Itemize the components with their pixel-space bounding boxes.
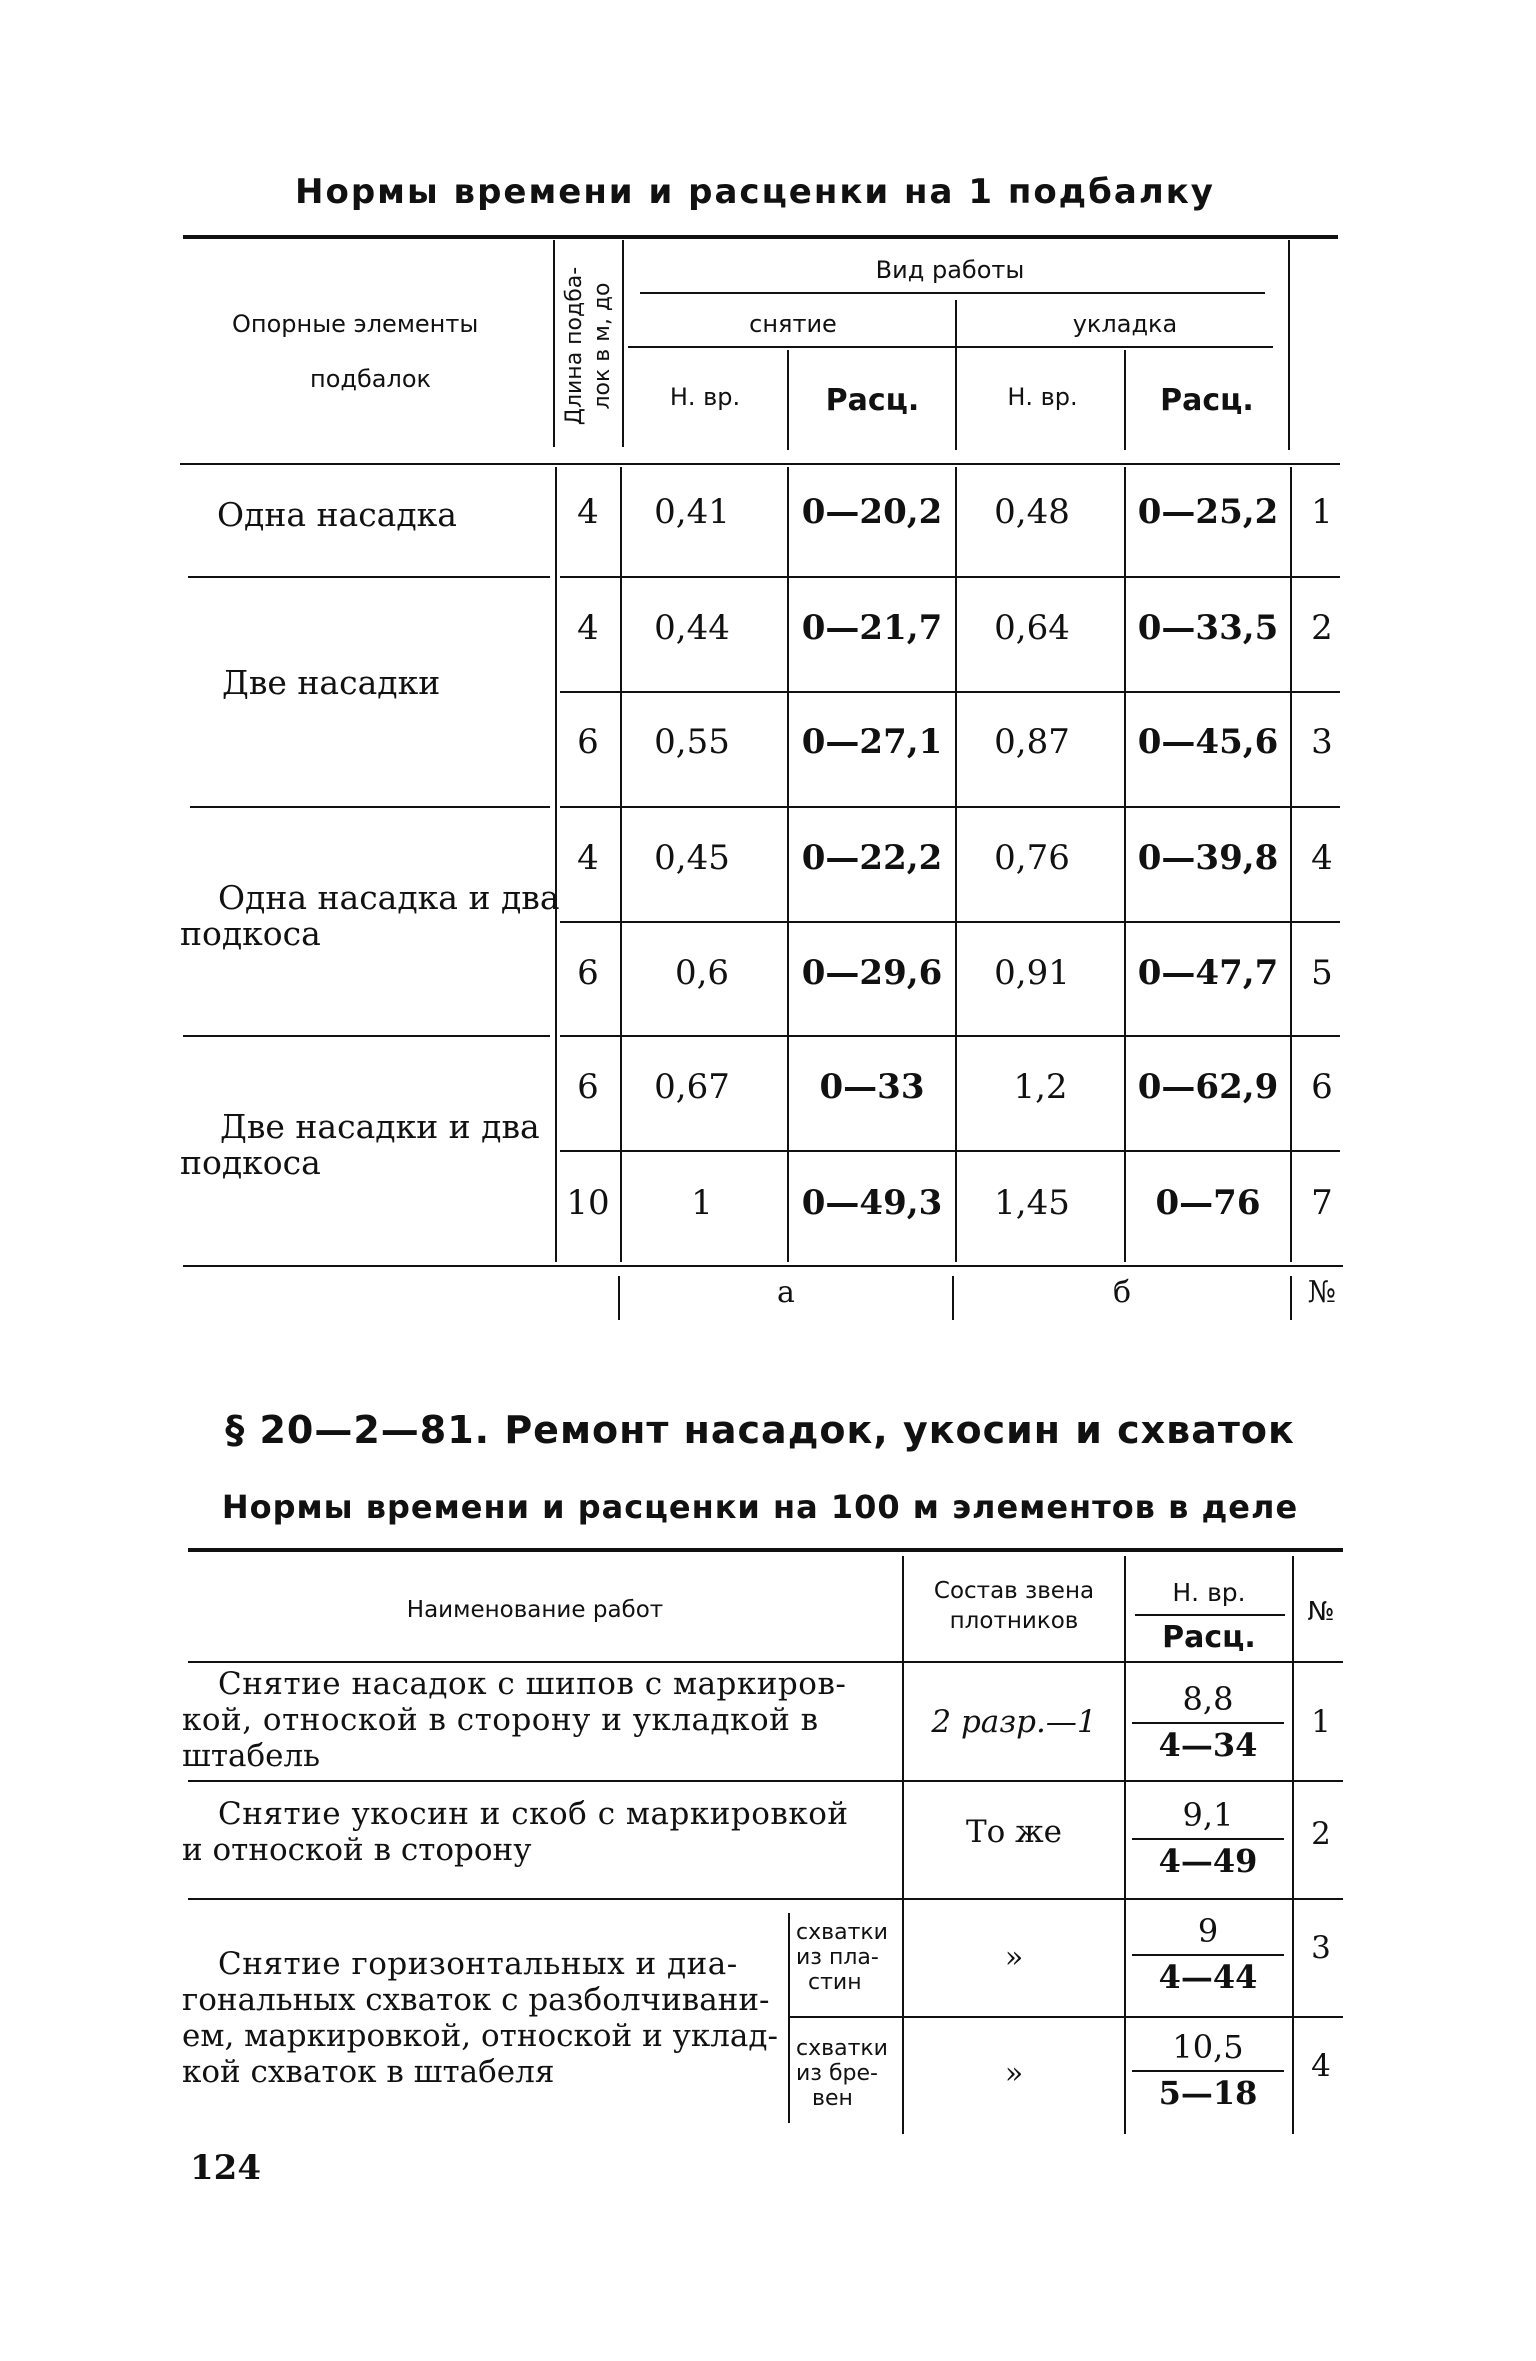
table1-top-rule: [183, 235, 1338, 239]
t2-merged-l3: ем, маркировкой, отноской и уклад-: [182, 2018, 778, 2054]
header-work-type-rule: [640, 292, 1265, 294]
row3-len: 6: [577, 722, 599, 762]
row-sep-5: [560, 1035, 1340, 1037]
t2-row2-nvr: 9,1: [1182, 1796, 1234, 1834]
t2-merged-l2: гональных схваток с разболчивани-: [182, 1982, 770, 2018]
row7-r1: 0—49,3: [801, 1183, 943, 1223]
row5-nvr1: 0,6: [674, 953, 730, 993]
header-nvr-removal: Н. вр.: [669, 383, 741, 411]
t2-row4-crew: »: [1004, 2056, 1024, 2091]
row5-n: 5: [1311, 953, 1333, 993]
row4-len: 4: [577, 838, 599, 878]
row6-len: 6: [577, 1067, 599, 1107]
t2-row1-n: 1: [1311, 1704, 1331, 1740]
table1-bottom-rule: [183, 1265, 1343, 1267]
hv-3: [787, 350, 789, 450]
row1-r1: 0—20,2: [801, 492, 943, 532]
t2-row1-l3: штабель: [182, 1738, 321, 1774]
row3-r2: 0—45,6: [1137, 722, 1279, 762]
row-sep-3: [560, 806, 1340, 808]
t2-row-sep-1: [188, 1780, 1343, 1782]
t2-row4-norm: [1132, 2028, 1284, 2112]
t2-row4-n: 4: [1311, 2048, 1331, 2084]
row5-r2: 0—47,7: [1137, 953, 1279, 993]
t2-row2-l2: и отноской в сторону: [182, 1832, 532, 1868]
footer-num: №: [1307, 1275, 1337, 1310]
group-label-2: Две насадки: [222, 663, 441, 702]
header-elements: Опорные элементы: [232, 310, 479, 338]
t2-v-2: [1124, 1556, 1126, 2134]
header-rasc-laying: Расц.: [1160, 383, 1254, 418]
t2-row4-sub2: из бре-: [796, 2061, 878, 2086]
row1-len: 4: [577, 492, 599, 532]
t2-header-frac-rule: [1135, 1614, 1285, 1616]
row3-r1: 0—27,1: [801, 722, 943, 762]
t2-row4-rasc: 5—18: [1158, 2074, 1258, 2112]
row3-n: 3: [1311, 722, 1333, 762]
t2-header-crew-1: Состав звена: [933, 1578, 1095, 1604]
section-subtitle: Нормы времени и расценки на 100 м элементов в деле: [221, 1488, 1299, 1526]
hv-6: [1288, 240, 1290, 450]
t2-row3-sub2: из пла-: [796, 1945, 879, 1970]
hv-5: [1124, 350, 1126, 450]
hv-2: [622, 240, 624, 447]
table1-title: Нормы времени и расценки на 1 подбалку: [295, 172, 1215, 212]
t2-row3-sub3: стин: [808, 1970, 862, 1995]
footer-b: б: [1112, 1275, 1132, 1310]
t2-header-bottom-rule: [188, 1661, 1343, 1663]
row1-nvr1: 0,41: [654, 492, 730, 532]
group-sep-3: [183, 1035, 550, 1037]
header-sub-rule: [628, 346, 1273, 348]
row6-r2: 0—62,9: [1137, 1067, 1279, 1107]
t2-row3-rasc: 4—44: [1158, 1958, 1258, 1996]
row1-n: 1: [1311, 492, 1333, 532]
header-length: [555, 248, 625, 440]
t2-row1-norm: [1132, 1680, 1284, 1764]
t2-row3-sub1: схватки: [796, 1920, 888, 1945]
row3-nvr1: 0,55: [654, 722, 730, 762]
t2-header-num: №: [1307, 1597, 1335, 1627]
row2-len: 4: [577, 608, 599, 648]
row-sep-1: [560, 576, 1340, 578]
row6-n: 6: [1311, 1067, 1333, 1107]
row1-r2: 0—25,2: [1137, 492, 1279, 532]
t2-v-3: [1292, 1556, 1294, 2134]
row4-r2: 0—39,8: [1137, 838, 1279, 878]
t2-row2-rasc: 4—49: [1158, 1842, 1258, 1880]
t2-row3-crew: »: [1004, 1940, 1024, 1975]
group-sep-1: [188, 576, 550, 578]
t2-row1-rasc: 4—34: [1158, 1726, 1258, 1764]
header-bottom-rule: [180, 463, 1340, 465]
group-label-3-l1: Одна насадка и два: [218, 878, 560, 917]
t2-row-sep-3: [790, 2016, 1343, 2018]
row7-len: 10: [566, 1183, 610, 1223]
t2-row2-norm: [1132, 1796, 1284, 1880]
group-label-3-l2: подкоса: [180, 914, 321, 953]
row7-nvr2: 1,45: [994, 1183, 1070, 1223]
header-work-type: Вид работы: [875, 256, 1025, 284]
t2-row2-l1: Снятие укосин и скоб с маркировкой: [218, 1796, 849, 1832]
row5-nvr2: 0,91: [994, 953, 1070, 993]
row2-n: 2: [1311, 608, 1333, 648]
t2-row-sep-2: [188, 1898, 1343, 1900]
row4-nvr1: 0,45: [654, 838, 730, 878]
group-sep-2: [190, 806, 550, 808]
row2-nvr2: 0,64: [994, 608, 1070, 648]
row6-nvr1: 0,67: [654, 1067, 730, 1107]
t2-merged-l1: Снятие горизонтальных и диа-: [218, 1946, 738, 1982]
row-sep-4: [560, 921, 1340, 923]
section-heading: § 20—2—81. Ремонт насадок, укосин и схваток: [225, 1408, 1295, 1452]
row2-r2: 0—33,5: [1137, 608, 1279, 648]
t2-row1-nvr: 8,8: [1182, 1680, 1234, 1718]
row7-nvr1: 1: [691, 1183, 713, 1223]
table2-top-rule: [188, 1548, 1343, 1552]
row7-n: 7: [1311, 1183, 1333, 1223]
header-elements-2: подбалок: [310, 365, 431, 393]
t2-row3-n: 3: [1311, 1930, 1331, 1966]
row-sep-2: [560, 691, 1340, 693]
hv-4: [955, 300, 957, 450]
header-laying: укладка: [1072, 310, 1178, 338]
t2-row1-crew: 2 разр.—1: [931, 1704, 1097, 1740]
group-label-1: Одна насадка: [217, 495, 457, 534]
hv-1: [553, 240, 555, 447]
row4-r1: 0—22,2: [801, 838, 943, 878]
footer-a: а: [777, 1275, 795, 1310]
t2-row4-nvr: 10,5: [1172, 2028, 1244, 2066]
t2-row2-crew: То же: [965, 1814, 1063, 1850]
t2-row1-l2: кой, отноской в сторону и укладкой в: [182, 1702, 819, 1738]
row5-len: 6: [577, 953, 599, 993]
row1-nvr2: 0,48: [994, 492, 1070, 532]
header-length-line2: лок в м, до: [590, 282, 615, 410]
t2-row2-n: 2: [1311, 1816, 1331, 1852]
header-nvr-laying: Н. вр.: [1007, 383, 1078, 411]
t2-v-sub: [788, 1913, 790, 2123]
t2-header-crew-2: плотников: [949, 1608, 1079, 1634]
row7-r2: 0—76: [1155, 1183, 1261, 1223]
t2-merged-l4: кой схваток в штабеля: [182, 2054, 555, 2090]
t2-row4-sub1: схватки: [796, 2036, 888, 2061]
row-sep-6: [560, 1150, 1340, 1152]
t2-row3-norm: [1132, 1912, 1284, 1996]
row4-n: 4: [1311, 838, 1333, 878]
group-label-4-l1: Две насадки и два: [220, 1107, 540, 1146]
page-number: 124: [190, 2148, 261, 2188]
header-length-line1: Длина подба-: [562, 266, 587, 426]
row2-r1: 0—21,7: [801, 608, 943, 648]
t2-header-rasc: Расц.: [1162, 1620, 1256, 1655]
row4-nvr2: 0,76: [994, 838, 1070, 878]
t2-header-nvr: Н. вр.: [1172, 1578, 1246, 1607]
t2-row4-sub3: вен: [812, 2086, 853, 2111]
row3-nvr2: 0,87: [994, 722, 1070, 762]
row6-r1: 0—33: [819, 1067, 925, 1107]
t2-header-name: Наименование работ: [406, 1597, 664, 1623]
row2-nvr1: 0,44: [654, 608, 730, 648]
row5-r1: 0—29,6: [801, 953, 943, 993]
row6-nvr2: 1,2: [1013, 1067, 1068, 1107]
t2-row1-l1: Снятие насадок с шипов с маркиров-: [218, 1666, 847, 1702]
header-removal: снятие: [749, 310, 837, 338]
group-label-4-l2: подкоса: [180, 1143, 321, 1182]
header-rasc-removal: Расц.: [825, 383, 920, 418]
t2-row3-nvr: 9: [1197, 1912, 1219, 1950]
